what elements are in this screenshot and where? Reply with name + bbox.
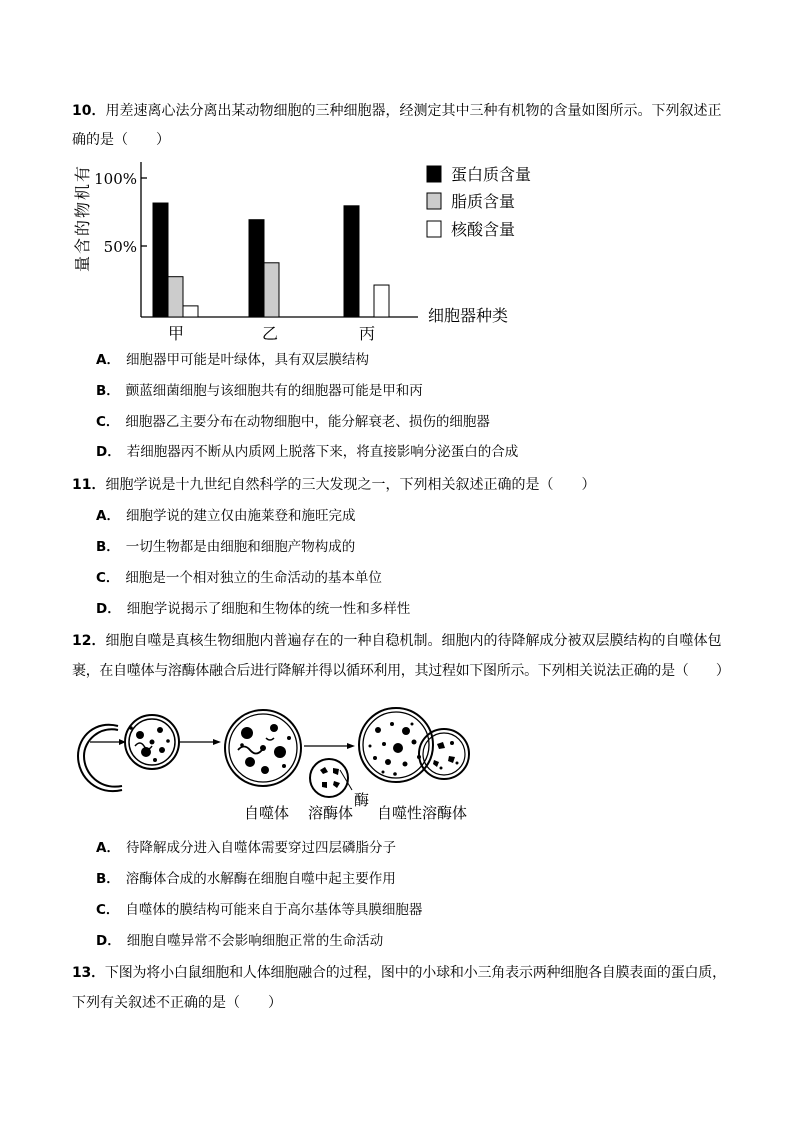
q10-stem-line1: 10．用差速离心法分离出某动物细胞的三种细胞器，经测定其中三种有机物的含量如图所示。下列叙述正 xyxy=(72,103,722,119)
legend-label-protein: 蛋白质含量 xyxy=(451,165,532,184)
q10-number: 10． xyxy=(72,103,106,119)
q12-stem-line2: 裹，在自噬体与溶酶体融合后进行降解并得以循环利用，其过程如下图所示。下列相关说法正确的是（ ） xyxy=(72,663,730,679)
autolysosome xyxy=(359,708,469,782)
category-label-yi: 乙 xyxy=(261,324,279,343)
q12-option-d[interactable]: D． 细胞自噬异常不会影响细胞正常的生命活动 xyxy=(96,933,384,949)
category-label-bing: 丙 xyxy=(358,324,376,343)
y-label-char: 的 xyxy=(73,219,92,237)
q10-bar-chart xyxy=(0,155,794,355)
q11-number: 11． xyxy=(72,477,106,493)
bar-2-2 xyxy=(374,285,389,317)
y-tick-label-50: 50% xyxy=(103,238,137,256)
q12-option-b[interactable]: B． 溶酶体合成的水解酶在细胞自噬中起主要作用 xyxy=(96,871,396,887)
y-label-char: 有 xyxy=(73,165,92,183)
bar-0-0 xyxy=(153,203,168,317)
bar-1-0 xyxy=(249,220,264,317)
bar-0-2 xyxy=(183,306,198,317)
y-label-char: 含 xyxy=(73,237,92,255)
y-axis-label xyxy=(73,166,92,272)
legend-label-nucleic: 核酸含量 xyxy=(451,220,516,239)
y-label-char: 量 xyxy=(73,255,92,273)
q11-option-d[interactable]: D． 细胞学说揭示了细胞和生物体的统一性和多样性 xyxy=(96,601,411,617)
q10-option-d[interactable]: D． 若细胞器丙不断从内质网上脱落下来，将直接影响分泌蛋白的合成 xyxy=(96,444,519,460)
autophagosome-cell xyxy=(125,715,179,769)
legend-swatch-nucleic xyxy=(427,221,441,237)
y-label-char: 机 xyxy=(73,183,92,201)
phagophore-crescent xyxy=(78,725,122,791)
label-enzyme: 酶 xyxy=(354,791,370,809)
q10-stem-line2: 确的是（ ） xyxy=(72,132,170,148)
q11-option-a[interactable]: A． 细胞学说的建立仅由施莱登和施旺完成 xyxy=(96,508,356,524)
q13-number: 13． xyxy=(72,965,105,981)
label-autolysosome: 自噬性溶酶体 xyxy=(377,804,468,822)
q11-option-b[interactable]: B． 一切生物都是由细胞和细胞产物构成的 xyxy=(96,539,356,555)
autophagy-figure xyxy=(66,690,486,830)
legend-label-lipid: 脂质含量 xyxy=(451,192,516,211)
autophagosome xyxy=(225,710,301,786)
q13-stem-line2: 下列有关叙述不正确的是（ ） xyxy=(72,995,282,1011)
legend-swatch-lipid xyxy=(427,193,441,209)
arrow-2-head xyxy=(213,739,221,745)
bar-2-0 xyxy=(344,206,359,317)
bar-0-1 xyxy=(168,277,183,317)
q12-number: 12． xyxy=(72,633,106,649)
bar-1-1 xyxy=(264,263,279,317)
x-axis-label: 细胞器种类 xyxy=(428,306,509,325)
label-autophagosome: 自噬体 xyxy=(244,804,290,822)
category-label-jia: 甲 xyxy=(167,324,185,343)
q10-option-b[interactable]: B． 颤蓝细菌细胞与该细胞共有的细胞器可能是甲和丙 xyxy=(96,383,423,399)
label-lysosome: 溶酶体 xyxy=(308,804,354,822)
q12-stem-line1: 12．细胞自噬是真核生物细胞内普遍存在的一种自稳机制。细胞内的待降解成分被双层膜结构的自噬体包 xyxy=(72,633,722,649)
q11-stem-line1: 11．细胞学说是十九世纪自然科学的三大发现之一，下列相关叙述正确的是（ ） xyxy=(72,477,596,493)
lysosome xyxy=(310,759,348,797)
q10-option-a[interactable]: A． 细胞器甲可能是叶绿体，具有双层膜结构 xyxy=(96,352,369,368)
q12-option-a[interactable]: A． 待降解成分进入自噬体需要穿过四层磷脂分子 xyxy=(96,840,396,856)
q11-option-c[interactable]: C． 细胞是一个相对独立的生命活动的基本单位 xyxy=(96,570,382,586)
q12-option-c[interactable]: C． 自噬体的膜结构可能来自于高尔基体等具膜细胞器 xyxy=(96,902,423,918)
q13-stem-line1: 13．下图为将小白鼠细胞和人体细胞融合的过程，图中的小球和小三角表示两种细胞各自膜表面的蛋白质， xyxy=(72,965,726,981)
y-label-char: 物 xyxy=(73,201,92,219)
y-tick-label-100: 100% xyxy=(94,170,137,188)
legend-swatch-protein xyxy=(427,166,441,182)
q10-option-c[interactable]: C． 细胞器乙主要分布在动物细胞中，能分解衰老、损伤的细胞器 xyxy=(96,414,490,430)
arrow-3-head xyxy=(347,743,355,749)
